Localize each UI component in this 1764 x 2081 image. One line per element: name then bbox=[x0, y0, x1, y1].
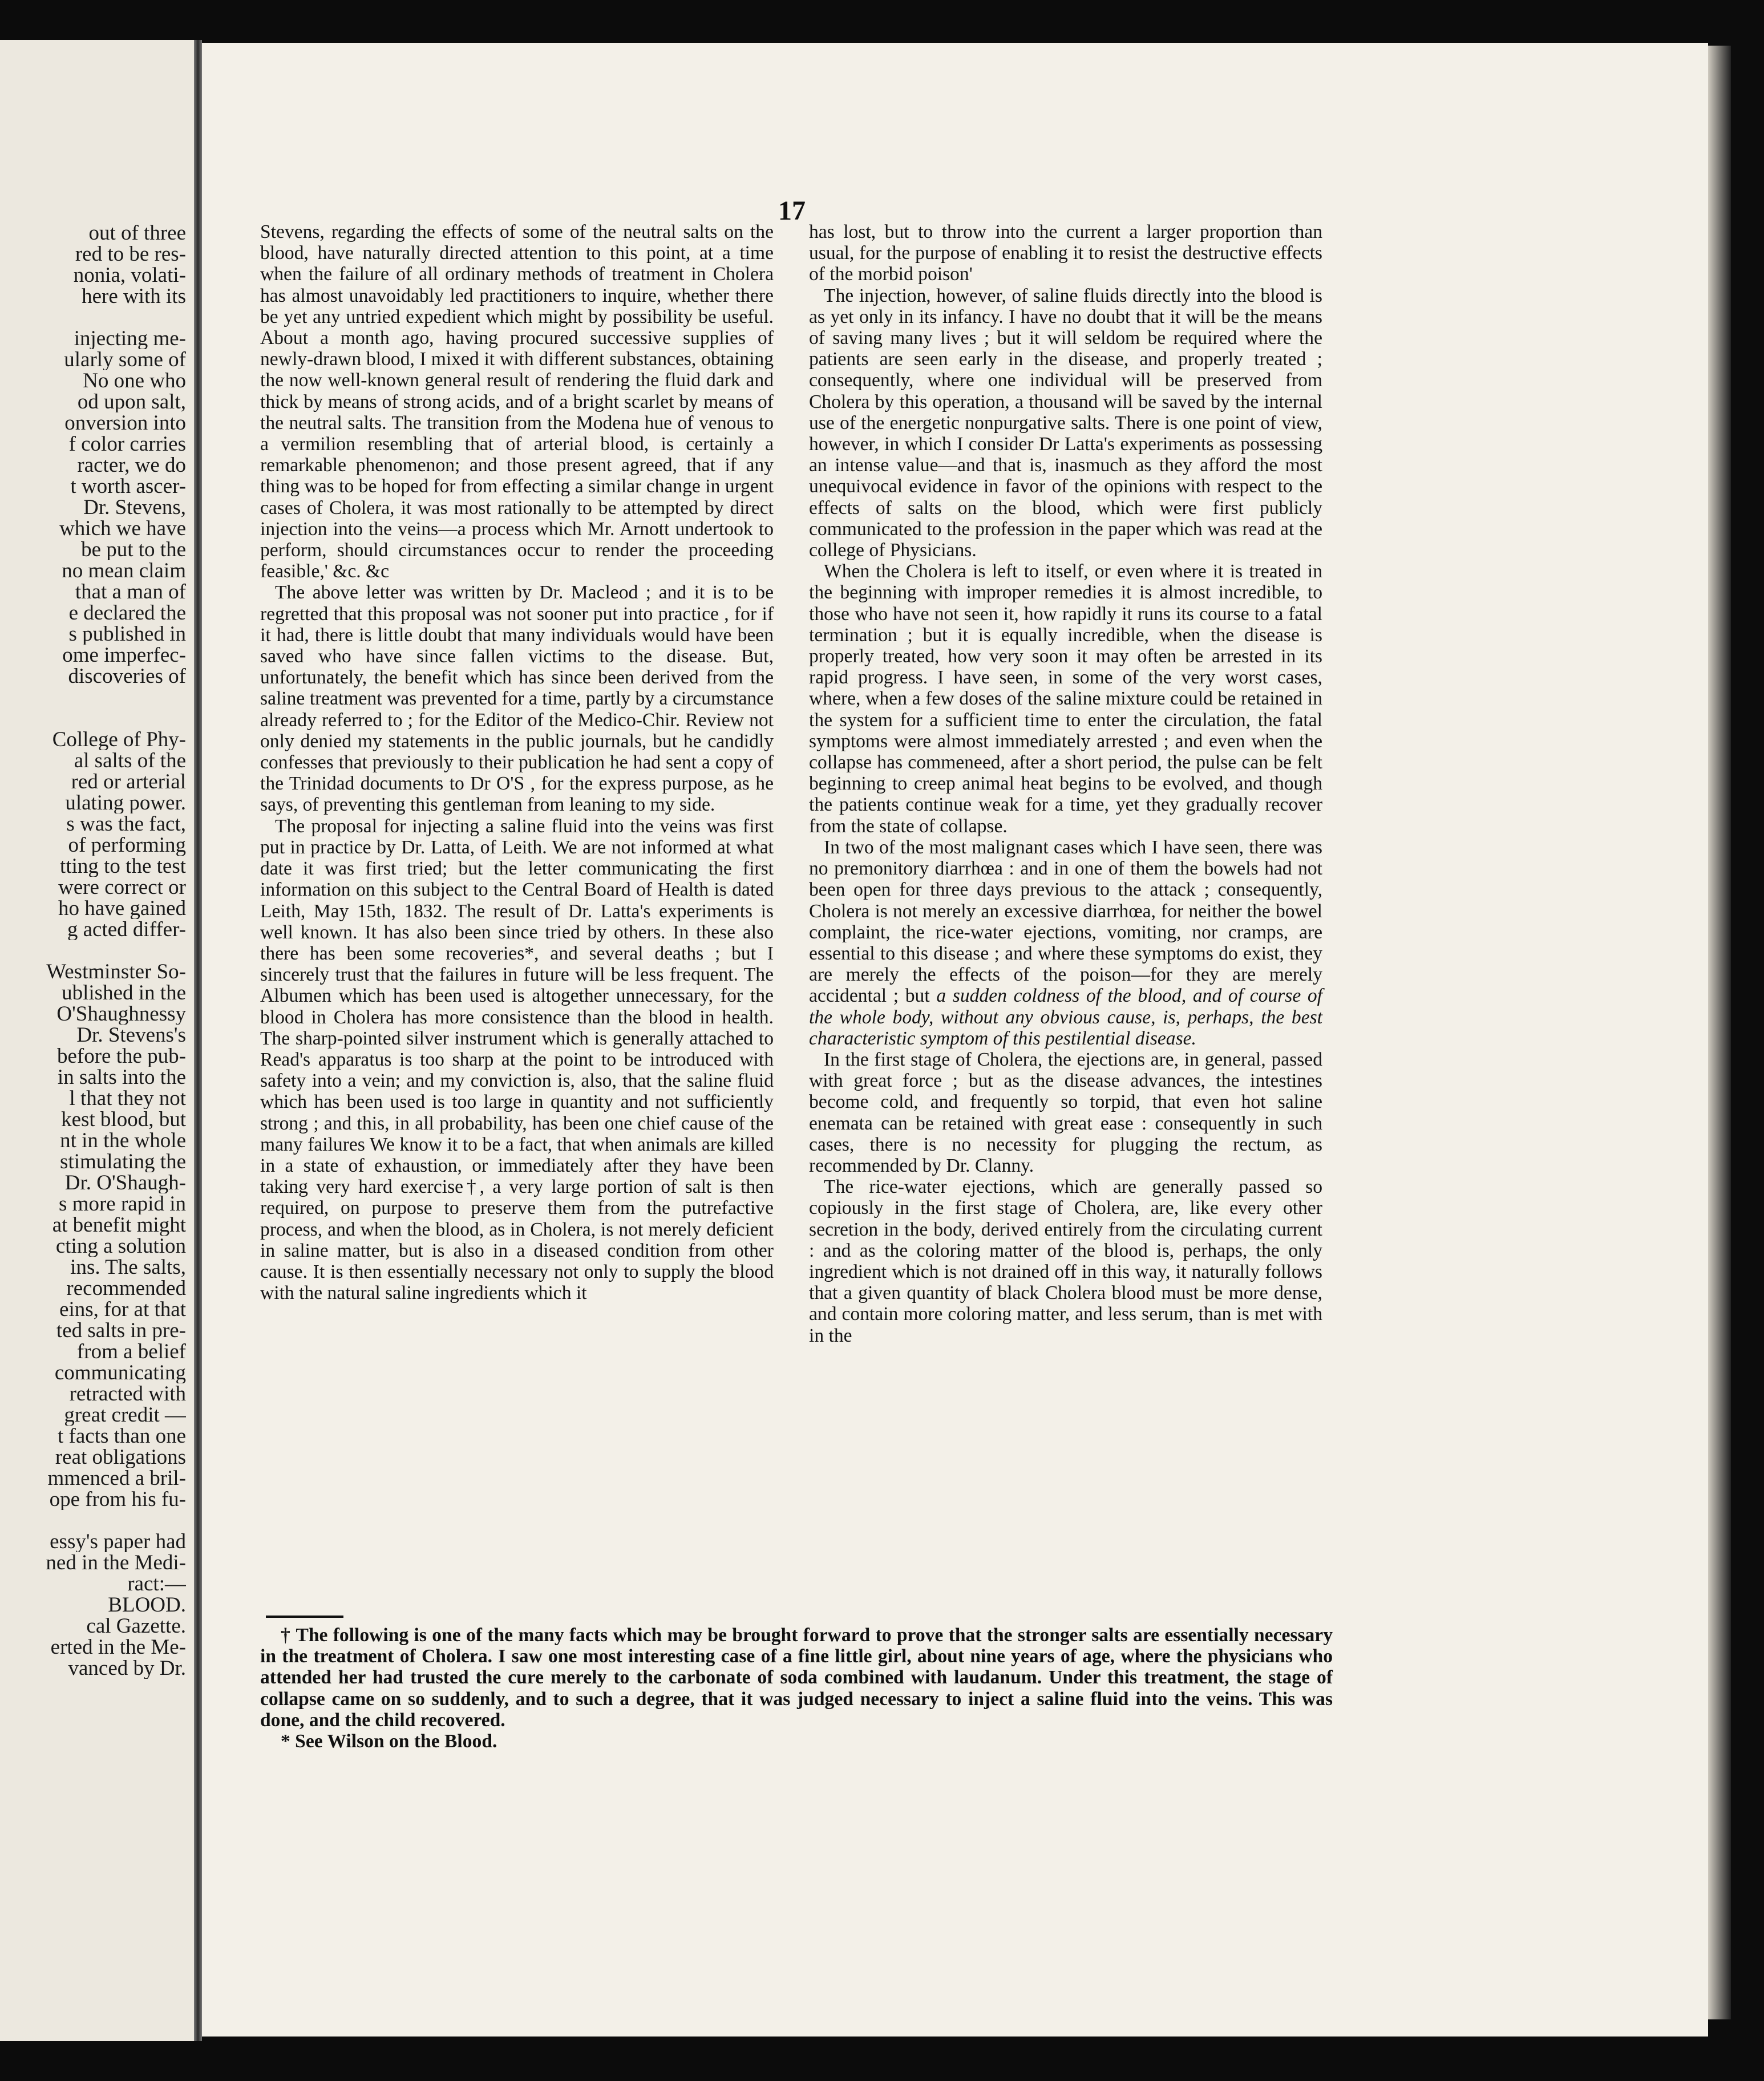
paragraph bbox=[809, 837, 1322, 1049]
paragraph: The above letter was written by Dr. Macleod ; and it is to be regretted that this proposal was not sooner put into practice , for if it had, there is little doubt that many individuals would have been saved who have since fallen victims to the disease. But, unfortunately, the benefit which has since been derived from the saline treatment was prevented for a time, partly by a circumstance already referred to ; for the Editor of the Medico-Chir. Review not only denied my statements in the public journals, but he candidly confesses that previously to their publication he had sent a copy of the Trinidad documents to Dr O'S , for the express purpose, as he says, of preventing this gentleman from leaning to my side. bbox=[260, 582, 774, 816]
facing-page-line: no mean claim bbox=[62, 560, 186, 581]
facing-page-line bbox=[0, 687, 186, 708]
facing-page-line: here with its bbox=[82, 286, 186, 307]
facing-page-line: s more rapid in bbox=[59, 1193, 186, 1214]
facing-page bbox=[0, 40, 194, 2041]
facing-page-line: ome imperfec- bbox=[62, 645, 186, 666]
paragraph-text: In two of the most malignant cases which I have seen, there was no premonitory diarrhœa : and in one of them the bowels had not been open for three days previous to the attack ; consequently, Cholera is not merely an excessive diarrhœa, for neither the bowel complaint, the rice-water ejections, vomiting, nor cramps, are essential to this disease ; and where these symptoms do exist, they are merely the effects of the poison—for they are merely accidental ; but bbox=[809, 836, 1322, 1007]
facing-page-line: stimulating the bbox=[60, 1151, 186, 1172]
footnotes bbox=[260, 1625, 1333, 1752]
facing-page-line: eins, for at that bbox=[59, 1299, 186, 1320]
facing-page-line: cting a solution bbox=[55, 1236, 186, 1257]
facing-page-line bbox=[0, 307, 186, 328]
facing-page-line: red to be res- bbox=[75, 244, 186, 265]
facing-page-line: nonia, volati- bbox=[73, 265, 186, 286]
right-column bbox=[809, 221, 1322, 1346]
facing-page-line: ho have gained bbox=[58, 898, 186, 919]
facing-page-line: ned in the Medi- bbox=[46, 1552, 186, 1573]
paragraph: The rice-water ejections, which are generally passed so copiously in the first stage of Cholera, are, like every other secretion in the body, derived entirely from the circulating current : and as the coloring matter of the blood is, perhaps, the only ingredient which is not drained off in this way, it naturally follows that a given quantity of black Cholera blood must be more dense, and contain more coloring matter, and less serum, than is met with in the bbox=[809, 1176, 1322, 1346]
footnote-dagger: † The following is one of the many facts which may be brought forward to prove that the stronger salts are essentially necessary in the treatment of Cholera. I saw one most interesting case of a fine little girl, about nine years of age, where the physicians who attended her had trusted the cure merely to the carbonate of soda combined with laudanum. Under this treatment, the stage of collapse came on so suddenly, and to such a degree, that it was judged necessary to inject a saline fluid into the veins. This was done, and the child recovered. bbox=[260, 1625, 1333, 1731]
facing-page-line: No one who bbox=[83, 370, 186, 391]
facing-page-line: e declared the bbox=[68, 602, 186, 624]
left-column bbox=[260, 221, 774, 1303]
facing-page-line: al salts of the bbox=[74, 750, 186, 771]
facing-page-line: ted salts in pre- bbox=[56, 1320, 186, 1341]
facing-page-line bbox=[0, 1510, 186, 1531]
facing-page-line: red or arterial bbox=[71, 771, 186, 792]
footnote-star: * See Wilson on the Blood. bbox=[281, 1731, 497, 1752]
facing-page-line: before the pub- bbox=[56, 1046, 186, 1067]
facing-page-line: ublished in the bbox=[62, 982, 186, 1003]
facing-page-line: l that they not bbox=[69, 1088, 186, 1109]
facing-page-line: from a belief bbox=[76, 1341, 186, 1362]
footnote-rule bbox=[266, 1616, 343, 1618]
italic-emphasis: a sudden coldness of the blood, and of course of the whole body, without any obvious cause, is, perhaps, the best characteristic symptom of this pestilential disease. bbox=[809, 985, 1323, 1049]
facing-page-line: at benefit might bbox=[52, 1214, 186, 1236]
facing-page-line: racter, we do bbox=[77, 455, 186, 476]
paragraph: In the first stage of Cholera, the ejections are, in general, passed with great force ; but as the disease advances, the intestines become cold, and frequently so torpid, that even hot saline enemata can be retained with great ease : consequently in such cases, there is no necessity for plugging the rectum, as recommended by Dr. Clanny. bbox=[809, 1048, 1322, 1176]
facing-page-line: Westminster So- bbox=[46, 961, 186, 982]
facing-page-line: discoveries of bbox=[68, 666, 186, 687]
page-edge-shadow bbox=[1708, 46, 1731, 2019]
facing-page-line bbox=[0, 940, 186, 961]
paragraph: The proposal for injecting a saline fluid into the veins was first put in practice by Dr. Latta, of Leith. We are not informed at what date it was first tried; but the letter communicating the first information on this subject to the Central Board of Health is dated Leith, May 15th, 1832. The result of Dr. Latta's experiments is well known. It has also been since tried by others. In these also there has been some recoveries*, and several deaths ; but I sincerely trust that the failures in future will be less frequent. The Albumen which has been used is altogether unnecessary, for the blood in Cholera has more consistence than the blood in health. The sharp-pointed silver instrument which is generally attached to Read's apparatus is too sharp at the point to be introduced with safety into a vein; and my conviction is, also, that the saline fluid which has been used is too large in quantity and not sufficiently strong ; and this, in all probability, has been one chief cause of the many failures We know it to be a fact, that when animals are killed in a state of exhaustion, or immediately after they have been taking very hard exercise†, a very large portion of salt is then required, on purpose to preserve them from the putrefactive process, and when the blood, as in Cholera, is not merely deficient in saline matter, but is also in a diseased condition from other cause. It is then essentially necessary not only to supply the blood with the natural saline ingredients which it bbox=[260, 815, 774, 1304]
facing-page-line: College of Phy- bbox=[52, 729, 186, 750]
facing-page-line: s published in bbox=[68, 624, 186, 645]
facing-page-line: od upon salt, bbox=[77, 391, 186, 412]
page-number: 17 bbox=[778, 196, 806, 226]
facing-page-line: great credit — bbox=[64, 1404, 186, 1426]
facing-page-line: t facts than one bbox=[58, 1426, 186, 1447]
facing-page-line: reat obligations bbox=[55, 1447, 186, 1468]
facing-page-line: ulating power. bbox=[65, 792, 186, 813]
facing-page-line: which we have bbox=[59, 518, 186, 539]
facing-page-line: injecting me- bbox=[74, 328, 186, 349]
facing-page-line: t worth ascer- bbox=[70, 476, 186, 497]
facing-page-line: ins. The salts, bbox=[70, 1257, 186, 1278]
facing-page-line: that a man of bbox=[75, 581, 186, 602]
facing-page-line: communicating bbox=[54, 1362, 186, 1383]
facing-page-line: out of three bbox=[88, 222, 186, 244]
facing-page-line: essy's paper had bbox=[50, 1531, 186, 1552]
facing-page-text bbox=[0, 222, 186, 1679]
facing-page-line: be put to the bbox=[81, 539, 186, 560]
facing-page-line: onversion into bbox=[64, 412, 186, 434]
facing-page-line: g acted differ- bbox=[67, 919, 186, 940]
facing-page-line: kest blood, but bbox=[61, 1109, 186, 1130]
paragraph: The injection, however, of saline fluids directly into the blood is as yet only in its infancy. I have no doubt that it will be the means of saving many lives ; but it will seldom be required where the patients are seen early in the disease, and properly treated ; consequently, where one individual will be preserved from Cholera by this operation, a thousand will be saved by the internal use of the energetic nonpurgative salts. There is one point of view, however, in which I consider Dr Latta's experiments as possessing an intense value—and that is, inasmuch as they afford the most unequivocal evidence in favor of the opinions with respect to the effects of salts on the blood, which were first publicly communicated to the profession in the paper which was read at the college of Physicians. bbox=[809, 285, 1322, 561]
facing-page-line: tting to the test bbox=[60, 856, 186, 877]
paragraph: When the Cholera is left to itself, or even where it is treated in the beginning with improper remedies it is almost incredible, to those who have not seen it, how rapidly it runs its course to a fatal termination ; but it is equally incredible, when the disease is properly treated, how very soon it may often be arrested in its rapid progress. I have seen, in some of the very worst cases, where, when a few doses of the saline mixture could be retained in the system for a sufficient time to enter the circulation, the fatal symptoms were almost immediately arrested ; and even when the collapse has commeneed, after a short period, the pulse can be felt beginning to creep animal heat begins to be evolved, and though the patients continue weak for a time, yet they gradually recover from the state of collapse. bbox=[809, 561, 1322, 837]
facing-page-line: recommended bbox=[66, 1278, 186, 1299]
paragraph: Stevens, regarding the effects of some of the neutral salts on the blood, have naturally directed attention to this point, at a time when the failure of all ordinary methods of treatment in Cholera has almost unavoidably led practitioners to inquire, whether there be yet any untried expedient which might by possibility be useful. About a month ago, having procured successive supplies of newly-drawn blood, I mixed it with different substances, obtaining the now well-known general result of rendering the fluid dark and thick by means of strong acids, and of a bright scarlet by means of the neutral salts. The transition from the Modena hue of venous to a vermilion resembling that of arterial blood, is certainly a remarkable phenomenon; and those present agreed, that if any thing was to be hoped for from effecting a similar change in urgent cases of Cholera, it was most rationally to be attempted by direct injection into the veins—a process which Mr. Arnott undertook to perform, should circumstances occur to render the proceeding feasible,' &c. &c bbox=[260, 221, 774, 582]
facing-page-line: mmenced a bril- bbox=[47, 1468, 186, 1489]
facing-page-line: vanced by Dr. bbox=[68, 1658, 186, 1679]
facing-page-line: s was the fact, bbox=[66, 813, 186, 835]
facing-page-line: Dr. O'Shaugh- bbox=[64, 1172, 186, 1193]
facing-page-line: ract:— bbox=[127, 1573, 186, 1594]
facing-page-line: O'Shaughnessy bbox=[56, 1003, 186, 1025]
facing-page-line bbox=[0, 708, 186, 729]
facing-page-line: BLOOD. bbox=[108, 1594, 186, 1616]
facing-page-line: ope from his fu- bbox=[49, 1489, 186, 1510]
facing-page-line: Dr. Stevens's bbox=[76, 1025, 186, 1046]
paragraph: has lost, but to throw into the current a larger proportion than usual, for the purpose of enabling it to resist the destructive effects of the morbid poison' bbox=[809, 221, 1322, 285]
facing-page-line: retracted with bbox=[69, 1383, 186, 1404]
facing-page-line: nt in the whole bbox=[60, 1130, 186, 1151]
facing-page-line: in salts into the bbox=[57, 1067, 186, 1088]
facing-page-line: f color carries bbox=[68, 434, 186, 455]
book-gutter bbox=[194, 40, 202, 2041]
facing-page-line: of performing bbox=[68, 835, 186, 856]
facing-page-line: ularly some of bbox=[64, 349, 186, 370]
facing-page-line: cal Gazette. bbox=[86, 1616, 186, 1637]
facing-page-line: were correct or bbox=[58, 877, 186, 898]
facing-page-line: Dr. Stevens, bbox=[83, 497, 186, 518]
facing-page-line: erted in the Me- bbox=[50, 1637, 186, 1658]
